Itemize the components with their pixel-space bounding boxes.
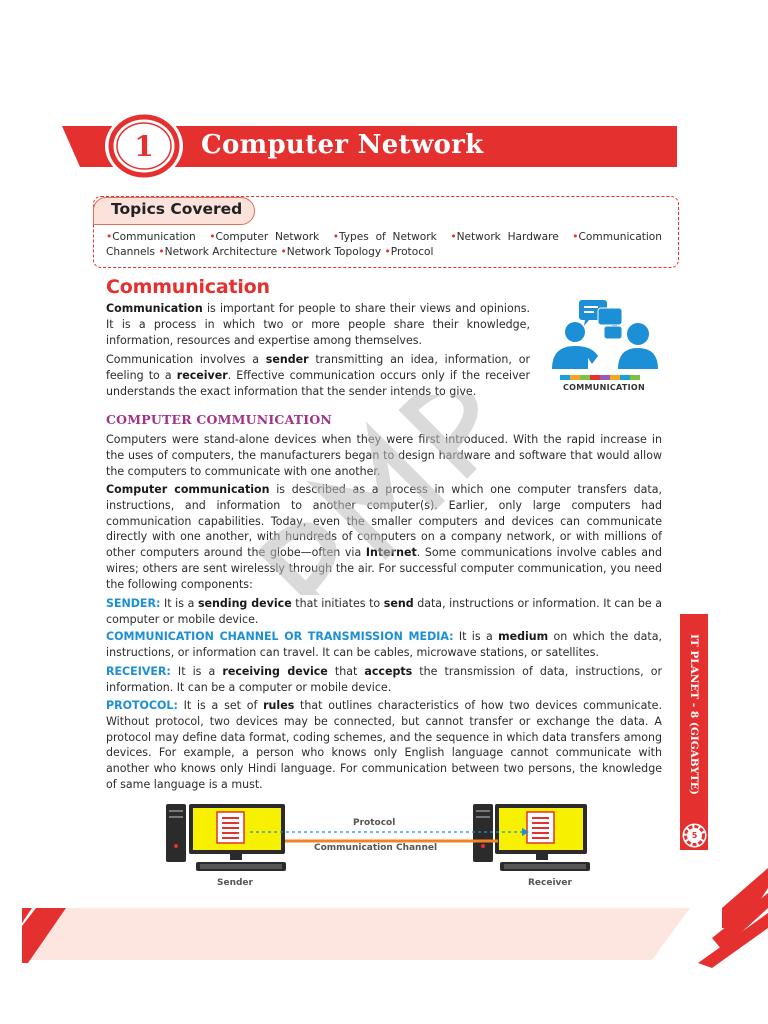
sender-computer-icon — [166, 804, 286, 871]
topic-item: Communication Channels — [106, 231, 662, 259]
person-right-icon — [618, 323, 658, 369]
topics-list: •Communication •Computer Network •Types of Network •Network Hardware •Communication Channels •Network Architecture •Network Topology •Protocol — [106, 231, 662, 259]
channel-definition: COMMUNICATION CHANNEL OR TRANSMISSION MEDIA: It is a medium on which the data, instructions, or information can travel. It can be cables, microwave stations, or satellites. — [106, 630, 663, 659]
sender-label: Sender — [217, 878, 253, 888]
chapter-number: 1 — [134, 129, 154, 163]
communication-paragraph-2: Communication involves a sender transmitting an idea, information, or feeling to a receiver. Effective communication occurs only if the receiver understands the exact information that the sender intends to give. — [106, 353, 531, 398]
page-number: 5 — [691, 831, 698, 840]
chapter-title: Computer Network — [201, 130, 484, 160]
speech-bubble-icon — [579, 300, 622, 339]
topic-item: Types of Network — [338, 231, 437, 243]
chapter-badge — [103, 111, 185, 181]
topic-item: Communication — [112, 231, 196, 243]
protocol-label: Protocol — [353, 818, 396, 828]
topic-item: Network Topology — [286, 246, 382, 259]
book-title: IT PLANET - 8 (GIGABYTE) — [688, 633, 700, 795]
receiver-computer-icon — [473, 804, 590, 871]
computer-communication-paragraph-2: Computer communication is described as a process in which one computer transfers data, instructions, and information to another computer(s). Earlier, only large computers had communication capabilities. Today, even the smaller computers and devices can communicate directly with one another, with hundreds of computers on a company network, or with millions of other computers around the globe—often via Internet. Some communications involve cables and wires; others are sent wirelessly through the air. For successful computer communication, you need the following components: — [106, 483, 662, 591]
topic-item: Network Architecture — [164, 246, 278, 259]
communication-illustration-label: COMMUNICATION — [563, 383, 646, 392]
sender-definition: SENDER: It is a sending device that initiates to send data, instructions or information. It can be a computer or mobile device. — [106, 597, 662, 626]
receiver-label: Receiver — [528, 878, 572, 888]
communication-illustration — [540, 296, 668, 396]
channel-label: Communication Channel — [314, 843, 438, 853]
communication-paragraph-1: Communication is important for people to share their views and opinions. It is a process in which two or more people share their knowledge, information, resources and expertise among themselves. — [106, 302, 530, 347]
computer-communication-heading: COMPUTER COMMUNICATION — [106, 412, 333, 427]
topics-heading: Topics Covered — [111, 200, 243, 218]
section-heading: Communication — [106, 276, 270, 298]
book-title-vertical — [680, 614, 708, 814]
topic-item: Protocol — [390, 246, 434, 259]
topic-item: Network Hardware — [456, 231, 559, 243]
protocol-definition: PROTOCOL: It is a set of rules that outlines characteristics of how two devices communicate. Without protocol, two devices may be connected, but cannot transfer or exchange the data. A protocol may define data format, coding schemes, and the sequence in which data transfers among devices. For example, a person who knows only English language cannot communicate with another who knows only Hindi language. For communication between two persons, the knowledge of same language is a must. — [106, 699, 662, 791]
topic-item: Computer Network — [215, 231, 320, 243]
person-left-icon — [552, 322, 598, 369]
receiver-definition: RECEIVER: It is a receiving device that accepts the transmission of data, instructions, or information. It can be a computer or mobile device. — [106, 665, 662, 694]
computer-communication-paragraph-1: Computers were stand-alone devices when they were first introduced. With the rapid increase in the uses of computers, the manufacturers began to design hardware and software that would allow the computers to communicate with one another. — [106, 433, 662, 478]
footer-band — [22, 868, 768, 968]
